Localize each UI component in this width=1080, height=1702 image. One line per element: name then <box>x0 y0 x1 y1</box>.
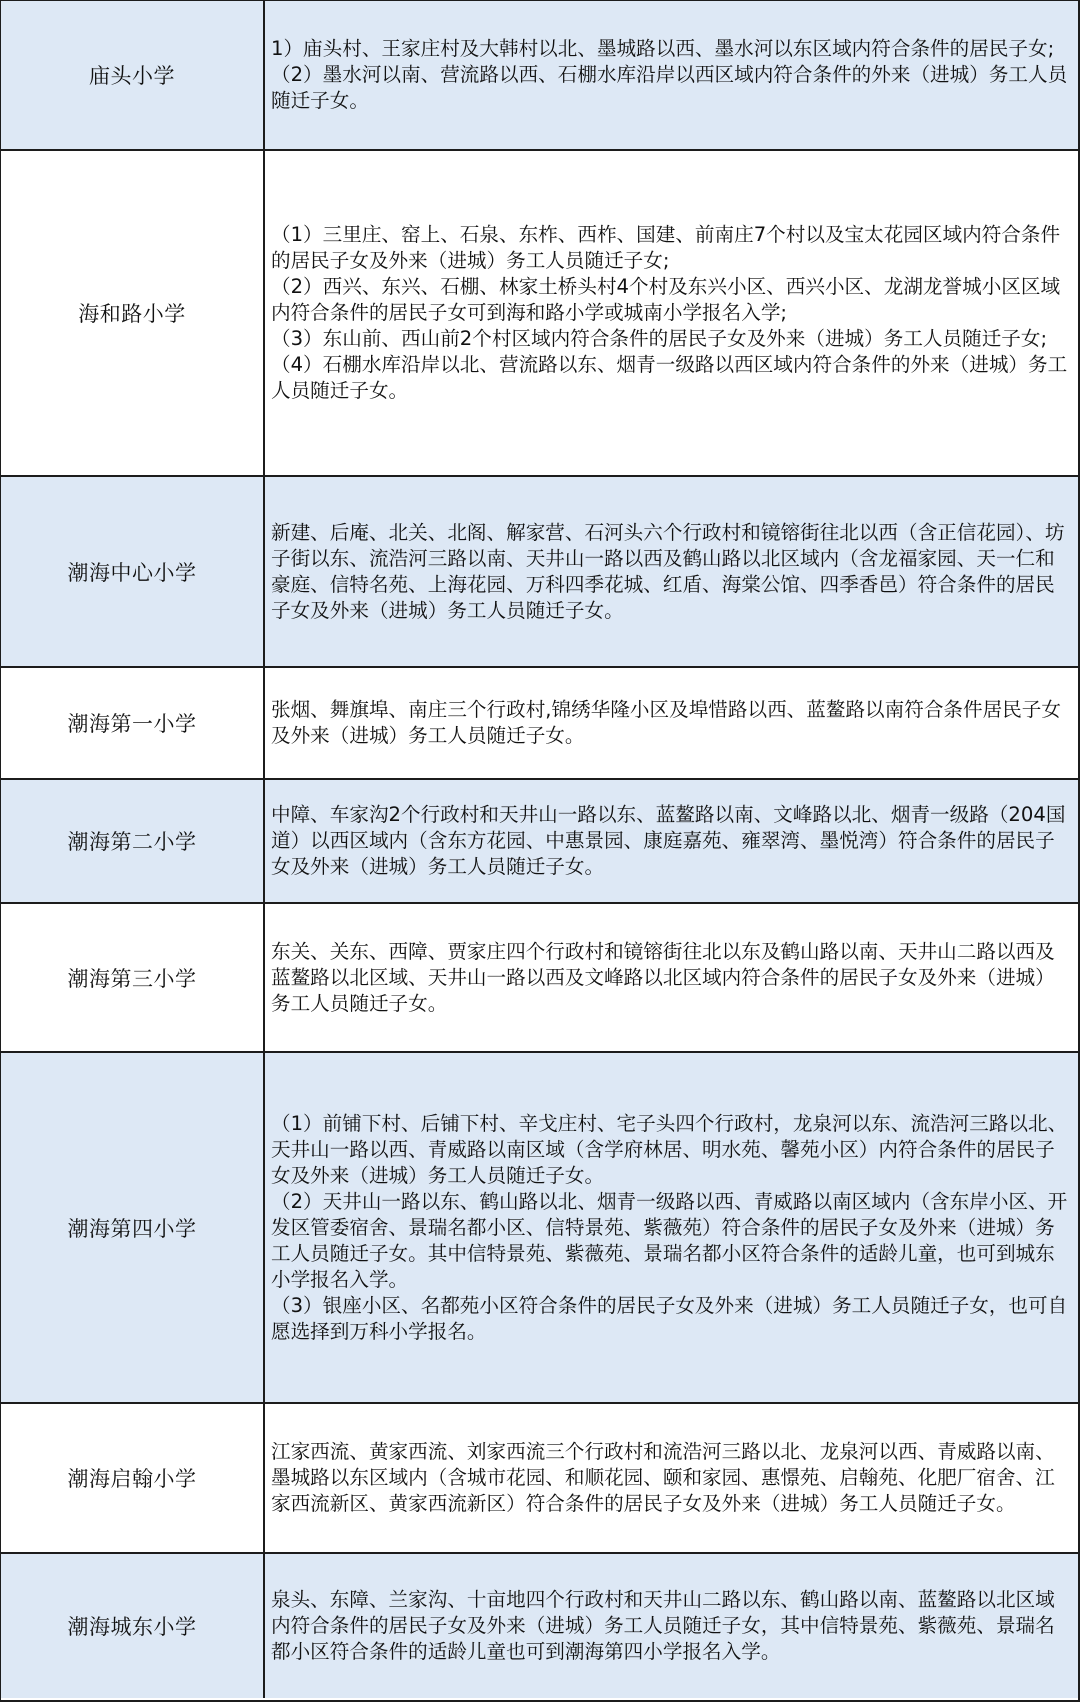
school-name-cell <box>1 1 265 149</box>
district-clause: （2）墨水河以南、营流路以西、石棚水库沿岸以西区域内符合条件的外来（进城）务工人员随迁子女。 <box>271 63 1068 112</box>
school-name: 潮海城东小学 <box>67 1615 197 1639</box>
school-name: 潮海第四小学 <box>67 1216 197 1241</box>
table-row <box>1 904 1078 1053</box>
district-clause: 东关、关东、西障、贾家庄四个行政村和镜镕街往北以东及鹤山路以南、天井山二路以西及蓝鳌路以北区域、天井山一路以西及文峰路以北区域内符合条件的居民子女及外来（进城）务工人员随迁子女。 <box>271 939 1055 1015</box>
school-name: 庙头小学 <box>89 64 175 88</box>
district-clause: 江家西流、黄家西流、刘家西流三个行政村和流浩河三路以北、龙泉河以西、青威路以南、墨城路以东区域内（含城市花园、和顺花园、颐和家园、惠憬苑、启翰苑、化肥厂宿舍、江家西流新区、黄家西流新区）符合条件的居民子女及外来（进城）务工人员随迁子女。 <box>271 1440 1055 1515</box>
district-clause: （2）西兴、东兴、石棚、林家土桥头村4个村及东兴小区、西兴小区、龙湖龙誉城小区区域内符合条件的居民子女可到海和路小学或城南小学报名入学; <box>271 275 1061 324</box>
district-description-cell <box>265 1 1078 149</box>
district-description-cell <box>265 477 1078 666</box>
district-description-cell <box>265 668 1078 778</box>
table-row <box>1 668 1078 780</box>
school-name: 海和路小学 <box>78 302 186 326</box>
school-name-cell <box>1 1053 265 1402</box>
school-name-cell <box>1 780 265 902</box>
district-description-cell <box>265 904 1078 1051</box>
school-name: 潮海第二小学 <box>67 830 197 854</box>
district-description-cell <box>265 151 1078 475</box>
district-description-cell <box>265 1053 1078 1402</box>
district-clause: （1）三里庄、窑上、石泉、东柞、西柞、国建、前南庄7个村以及宝太花园区域内符合条件的居民子女及外来（进城）务工人员随迁子女; <box>271 223 1061 272</box>
school-name-cell <box>1 904 265 1051</box>
table-row <box>1 1554 1078 1698</box>
table-row <box>1 1 1078 151</box>
district-clause: 中障、车家沟2个行政村和天井山一路以东、蓝鳌路以南、文峰路以北、烟青一级路（204国道）以西区域内（含东方花园、中惠景园、康庭嘉苑、雍翠湾、墨悦湾）符合条件的居民子女及外来（进城）务工人员随迁子女。 <box>271 803 1066 878</box>
school-name-cell <box>1 668 265 778</box>
school-name-cell <box>1 1404 265 1552</box>
table-row <box>1 1053 1078 1404</box>
school-name: 潮海中心小学 <box>67 560 197 585</box>
district-clause: 新建、后庵、北关、北阁、解家营、石河头六个行政村和镜镕街往北以西（含正信花园）、坊子街以东、流浩河三路以南、天井山一路以西及鹤山路以北区域内（含龙福家园、天一仁和豪庭、信特名苑、上海花园、万科四季花城、红盾、海棠公馆、四季香邑）符合条件的居民子女及外来（进城）务工人员随迁子女。 <box>271 520 1065 622</box>
school-name: 潮海第三小学 <box>67 966 197 991</box>
district-clause: （4）石棚水库沿岸以北、营流路以东、烟青一级路以西区域内符合条件的外来（进城）务工人员随迁子女。 <box>271 353 1068 402</box>
school-name-cell <box>1 151 265 475</box>
school-name-cell <box>1 1554 265 1698</box>
table-row <box>1 477 1078 668</box>
district-clause: （3）银座小区、名都苑小区符合条件的居民子女及外来（进城）务工人员随迁子女，也可自愿选择到万科小学报名。 <box>271 1293 1068 1343</box>
district-clause: （1）前铺下村、后铺下村、辛戈庄村、宅子头四个行政村，龙泉河以东、流浩河三路以北、天井山一路以西、青威路以南区域（含学府林居、明水苑、馨苑小区）内符合条件的居民子女及外来（进城）务工人员随迁子女。 <box>271 1111 1068 1187</box>
district-clause: 1）庙头村、王家庄村及大韩村以北、墨城路以西、墨水河以东区域内符合条件的居民子女; <box>271 37 1055 60</box>
district-description-cell <box>265 1404 1078 1552</box>
district-clause: （3）东山前、西山前2个村区域内符合条件的居民子女及外来（进城）务工人员随迁子女; <box>271 327 1048 350</box>
table-row <box>1 1404 1078 1554</box>
school-name: 潮海第一小学 <box>67 712 197 736</box>
district-description-cell <box>265 780 1078 902</box>
district-clause: 张烟、舞旗埠、南庄三个行政村,锦绣华隆小区及埠惜路以西、蓝鳌路以南符合条件居民子女及外来（进城）务工人员随迁子女。 <box>271 698 1061 747</box>
school-name-cell <box>1 477 265 666</box>
table-row <box>1 780 1078 904</box>
district-clause: （2）天井山一路以东、鹤山路以北、烟青一级路以西、青威路以南区域内（含东岸小区、开发区管委宿舍、景瑞名都小区、信特景苑、紫薇苑）符合条件的居民子女及外来（进城）务工人员随迁子女。其中信特景苑、紫薇苑、景瑞名都小区符合条件的适龄儿童，也可到城东小学报名入学。 <box>271 1189 1068 1291</box>
district-description-cell <box>265 1554 1078 1698</box>
table-row <box>1 151 1078 477</box>
school-name: 潮海启翰小学 <box>67 1467 197 1491</box>
district-clause: 泉头、东障、兰家沟、十亩地四个行政村和天井山二路以东、鹤山路以南、蓝鳌路以北区域内符合条件的居民子女及外来（进城）务工人员随迁子女，其中信特景苑、紫薇苑、景瑞名都小区符合条件的适龄儿童也可到潮海第四小学报名入学。 <box>271 1588 1055 1663</box>
